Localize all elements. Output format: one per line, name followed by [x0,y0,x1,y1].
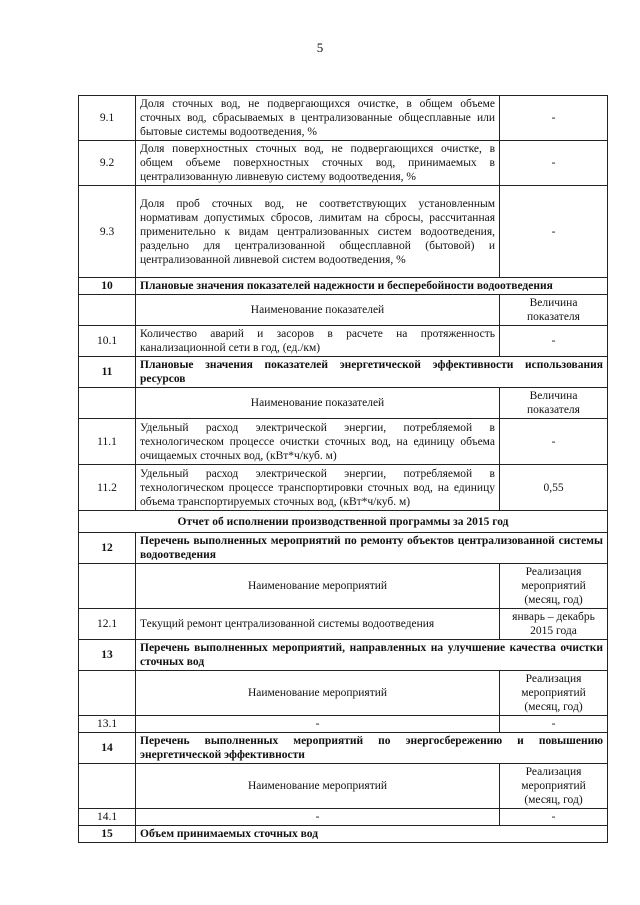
table-row [79,716,608,733]
indicator-value: - [500,96,608,141]
section-title: Объем принимаемых сточных вод [136,826,608,843]
empty-cell [79,564,136,609]
column-header-name: Наименование мероприятий [136,564,500,609]
header-row [79,388,608,419]
section-row [79,357,608,388]
row-number: 9.1 [79,96,136,141]
indicator-name: Доля проб сточных вод, не соответствующих установленным нормативам допустимых сбросов, лимитам на сбросы, рассчитанная применительно к видам централизованных систем водоотведения, раздельно для централизованной общесплавной (бытовой) и централизованной ливневой систем водоотведения, % [136,186,500,278]
section-number: 15 [79,826,136,843]
activity-period: январь – декабрь 2015 года [500,609,608,640]
column-header-value: Реализация мероприятий (месяц, год) [500,564,608,609]
section-row [79,733,608,764]
column-header-name: Наименование мероприятий [136,671,500,716]
column-header-name: Наименование мероприятий [136,764,500,809]
table-row [79,141,608,186]
section-title: Перечень выполненных мероприятий по ремонту объектов централизованной системы водоотведения [136,533,608,564]
report-banner-row [79,511,608,533]
section-row [79,640,608,671]
table-row [79,609,608,640]
section-title: Перечень выполненных мероприятий по энергосбережению и повышению энергетической эффективности [136,733,608,764]
report-banner: Отчет об исполнении производственной программы за 2015 год [79,511,608,533]
indicator-name: Удельный расход электрической энергии, потребляемой в технологическом процессе очистки сточных вод, на единицу объема очищаемых сточных вод, (кВт*ч/куб. м) [136,419,500,465]
header-row [79,295,608,326]
program-table [78,95,608,843]
section-row [79,826,608,843]
activity-name: Текущий ремонт централизованной системы водоотведения [136,609,500,640]
section-number: 11 [79,357,136,388]
indicator-value: - [500,326,608,357]
row-number: 11.2 [79,465,136,511]
column-header-value: Реализация мероприятий (месяц, год) [500,764,608,809]
empty-cell [79,388,136,419]
section-row [79,533,608,564]
table-row [79,465,608,511]
header-row [79,764,608,809]
section-title: Перечень выполненных мероприятий, направленных на улучшение качества очистки сточных вод [136,640,608,671]
table-row [79,419,608,465]
indicator-value: - [500,186,608,278]
table-row [79,186,608,278]
empty-cell [79,295,136,326]
section-title: Плановые значения показателей энергетической эффективности использования ресурсов [136,357,608,388]
column-header-name: Наименование показателей [136,295,500,326]
column-header-value: Реализация мероприятий (месяц, год) [500,671,608,716]
page-number: 5 [316,40,324,55]
empty-cell [79,671,136,716]
column-header-name: Наименование показателей [136,388,500,419]
section-number: 13 [79,640,136,671]
indicator-value: 0,55 [500,465,608,511]
empty-cell [79,764,136,809]
table-row [79,326,608,357]
row-number: 10.1 [79,326,136,357]
table-row [79,96,608,141]
indicator-name: Доля поверхностных сточных вод, не подвергающихся очистке, в общем объеме поверхностных сточных вод, принимаемых в централизованную ливневую систему водоотведения, % [136,141,500,186]
row-number: 12.1 [79,609,136,640]
activity-period: - [500,809,608,826]
indicator-value: - [500,419,608,465]
indicator-name: Удельный расход электрической энергии, потребляемой в технологическом процессе транспортировки сточных вод, на единицу объема транспортируемых сточных вод, (кВт*ч/куб. м) [136,465,500,511]
activity-period: - [500,716,608,733]
row-number: 14.1 [79,809,136,826]
row-number: 11.1 [79,419,136,465]
indicator-name: Доля сточных вод, не подвергающихся очистке, в общем объеме сточных вод, сбрасываемых в централизованные общесплавные или бытовые системы водоотведения, % [136,96,500,141]
header-row [79,671,608,716]
row-number: 9.3 [79,186,136,278]
indicator-value: - [500,141,608,186]
section-number: 14 [79,733,136,764]
header-row [79,564,608,609]
table-row [79,809,608,826]
section-number: 10 [79,278,136,295]
column-header-value: Величина показателя [500,295,608,326]
section-row [79,278,608,295]
row-number: 9.2 [79,141,136,186]
column-header-value: Величина показателя [500,388,608,419]
indicator-name: Количество аварий и засоров в расчете на протяженность канализационной сети в год, (ед./км) [136,326,500,357]
activity-name: - [136,716,500,733]
activity-name: - [136,809,500,826]
row-number: 13.1 [79,716,136,733]
section-number: 12 [79,533,136,564]
section-title: Плановые значения показателей надежности и бесперебойности водоотведения [136,278,608,295]
